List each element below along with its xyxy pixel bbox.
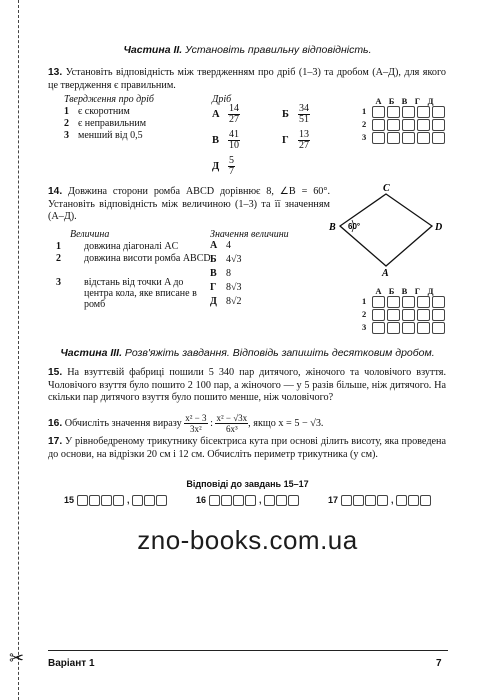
fraction-option — [212, 104, 240, 125]
grid-column-letter: А — [375, 286, 382, 296]
value-option — [210, 254, 242, 265]
q13-number: 13. — [48, 67, 63, 78]
fraction — [298, 104, 310, 125]
q13-grid-header — [362, 96, 447, 106]
digit-box[interactable] — [276, 495, 287, 506]
numerator: 34 — [299, 103, 309, 114]
option-letter: Д — [212, 160, 220, 172]
answer-checkbox[interactable] — [372, 132, 385, 144]
option-letter: Г — [210, 282, 217, 293]
digit-box[interactable] — [396, 495, 407, 506]
statement-number: 1 — [64, 106, 69, 117]
answer-checkbox[interactable] — [387, 106, 400, 118]
q14-col1-head: Величина — [70, 229, 110, 240]
q14-item-row — [56, 277, 214, 310]
q14-line1: Довжина сторони ромба ABCD дорівнює 8, ∠B = 60°. — [68, 186, 331, 197]
q14-answer-grid[interactable] — [362, 286, 447, 335]
answer-label: 15 — [64, 495, 75, 505]
answer-field-17 — [328, 495, 432, 506]
q17-number: 17. — [48, 436, 63, 447]
grid-column-letter: Д — [427, 96, 434, 106]
decimal-comma: , — [391, 495, 394, 505]
part3-heading — [0, 347, 495, 359]
answer-checkbox[interactable] — [402, 132, 415, 144]
option-value: 8√3 — [226, 282, 242, 293]
answer-field-16 — [196, 495, 300, 506]
digit-box[interactable] — [156, 495, 167, 506]
answer-checkbox[interactable] — [387, 309, 400, 321]
angle-label: 60° — [348, 222, 361, 231]
digit-box[interactable] — [245, 495, 256, 506]
q16-operator: : — [210, 417, 213, 429]
fraction-option — [212, 130, 240, 151]
vertex-b-label: B — [329, 222, 336, 233]
fraction-option — [282, 130, 310, 151]
page-number: 7 — [436, 658, 442, 669]
answer-checkbox[interactable] — [372, 322, 385, 334]
digit-box[interactable] — [353, 495, 364, 506]
item-number: 1 — [56, 241, 61, 252]
grid-row-number: 2 — [362, 309, 367, 319]
value-option — [210, 268, 231, 279]
part3-instruction: Розв'яжіть завдання. Відповідь запишіть десятковим дробом. — [122, 347, 435, 359]
statement-text: менший від 0,5 — [78, 130, 143, 141]
answer-checkbox[interactable] — [432, 119, 445, 131]
grid-column-letter: В — [401, 286, 408, 296]
digit-box[interactable] — [101, 495, 112, 506]
fraction-option — [282, 104, 310, 125]
answer-checkbox[interactable] — [417, 119, 430, 131]
q14-grid-row — [362, 296, 447, 309]
answer-label: 16 — [196, 495, 207, 505]
answer-checkbox[interactable] — [402, 296, 415, 308]
part2-instruction: Установіть правильну відповідність. — [182, 44, 372, 56]
q13-statement: Установіть відповідність між твердженням про дріб (1–3) та дробом (А–Д), для якого це твердження є правильним. — [48, 67, 447, 91]
answer-checkbox[interactable] — [372, 106, 385, 118]
denominator: 51 — [299, 114, 309, 125]
q17-text — [48, 436, 446, 461]
answer-label: 17 — [328, 495, 339, 505]
item-number: 2 — [56, 253, 61, 264]
option-value: 8 — [226, 268, 231, 279]
q16-post: , якщо x = 5 − √3. — [248, 417, 324, 429]
q14-col2-head: Значення величини — [210, 229, 289, 240]
digit-box[interactable] — [365, 495, 376, 506]
answer-checkbox[interactable] — [417, 106, 430, 118]
vertex-d-label: D — [435, 222, 443, 233]
option-letter: Д — [210, 296, 217, 307]
statement-text: є скоротним — [78, 106, 130, 117]
answer-checkbox[interactable] — [387, 322, 400, 334]
digit-box[interactable] — [420, 495, 431, 506]
q13-answer-grid[interactable] — [362, 96, 447, 145]
grid-row-number: 3 — [362, 322, 367, 332]
digit-box[interactable] — [113, 495, 124, 506]
q16-fraction-2: $\frac{\text{x² − √3x}}{\text{6x³}}$ — [216, 413, 248, 434]
q13-text — [48, 67, 446, 92]
numerator: 5 — [229, 155, 234, 166]
digit-box[interactable] — [233, 495, 244, 506]
item-number: 3 — [56, 277, 61, 288]
digit-box[interactable] — [89, 495, 100, 506]
q15-text — [48, 367, 446, 405]
answer-checkbox[interactable] — [387, 132, 400, 144]
vertex-c-label: C — [383, 183, 390, 194]
answer-field-15 — [64, 495, 168, 506]
answer-checkbox[interactable] — [417, 309, 430, 321]
statement-text: є неправильним — [78, 118, 147, 129]
answers-heading: Відповіді до завдань 15–17 — [186, 479, 309, 489]
answer-checkbox[interactable] — [402, 322, 415, 334]
q13-grid-row — [362, 106, 447, 119]
digit-box[interactable] — [209, 495, 220, 506]
option-letter: Б — [282, 108, 289, 120]
denominator: 27 — [229, 114, 239, 125]
grid-column-letter: Б — [388, 286, 395, 296]
answer-checkbox[interactable] — [432, 309, 445, 321]
option-letter: А — [212, 108, 220, 120]
q14-item-row — [56, 241, 214, 252]
q14-text — [48, 186, 330, 224]
scissors-icon: ✂ — [9, 648, 25, 668]
answer-checkbox[interactable] — [432, 296, 445, 308]
fraction — [228, 130, 240, 151]
answer-checkbox[interactable] — [417, 132, 430, 144]
digit-box[interactable] — [288, 495, 299, 506]
answer-checkbox[interactable] — [387, 296, 400, 308]
answer-checkbox[interactable] — [417, 296, 430, 308]
answer-checkbox[interactable] — [432, 132, 445, 144]
decimal-comma: , — [259, 495, 262, 505]
grid-column-letter: Б — [388, 96, 395, 106]
answer-checkbox[interactable] — [402, 119, 415, 131]
option-value: 8√2 — [226, 296, 242, 307]
statement-number: 2 — [64, 118, 69, 129]
footer-divider — [48, 650, 448, 651]
value-option — [210, 240, 231, 251]
q15-number: 15. — [48, 367, 63, 378]
answer-checkbox[interactable] — [417, 322, 430, 334]
item-text: довжина висоти ромба ABCD — [84, 253, 211, 264]
digit-box[interactable] — [408, 495, 419, 506]
fraction — [228, 156, 235, 177]
option-letter: В — [210, 268, 217, 279]
answer-checkbox[interactable] — [402, 106, 415, 118]
q14-grid-row — [362, 309, 447, 322]
answer-checkbox[interactable] — [387, 119, 400, 131]
q14-line2: Установіть відповідність між величиною (1–3) та її значенням (А–Д). — [48, 198, 330, 222]
digit-box[interactable] — [77, 495, 88, 506]
answer-checkbox[interactable] — [372, 119, 385, 131]
q14-item-row — [56, 253, 214, 264]
answer-checkbox[interactable] — [402, 309, 415, 321]
watermark: zno-books.com.ua — [137, 525, 358, 555]
digit-box[interactable] — [144, 495, 155, 506]
grid-column-letter: Д — [427, 286, 434, 296]
grid-row-number: 1 — [362, 296, 367, 306]
q13-statement-row — [64, 118, 146, 129]
value-option — [210, 282, 242, 293]
q14-number: 14. — [48, 186, 63, 197]
digit-box[interactable] — [341, 495, 352, 506]
digit-box[interactable] — [221, 495, 232, 506]
option-letter: Б — [210, 254, 217, 265]
answer-checkbox[interactable] — [432, 106, 445, 118]
item-text: довжина діагоналі AC — [84, 241, 179, 252]
q13-statement-row — [64, 130, 143, 141]
part3-label: Частина ІІІ. — [60, 347, 123, 359]
answer-checkbox[interactable] — [372, 309, 385, 321]
q17-statement: У рівнобедреному трикутнику бісектриса кута при основі ділить висоту, яка проведена до основи, на відрізки 20 см і 12 см. Обчисліть периметр трикутника (у см). — [48, 436, 447, 460]
grid-column-letter: Г — [414, 96, 421, 106]
footer-variant: Варіант 1 — [48, 658, 95, 669]
q13-col1-head: Твердження про дріб — [64, 94, 154, 105]
grid-column-letter: Г — [414, 286, 421, 296]
grid-column-letter: А — [375, 96, 382, 106]
q14-grid-header — [362, 286, 447, 296]
part2-heading — [0, 44, 495, 56]
answer-checkbox[interactable] — [372, 296, 385, 308]
vertex-a-label: A — [382, 268, 389, 278]
q14-grid-row — [362, 322, 447, 335]
option-letter: Г — [282, 134, 289, 146]
value-option — [210, 296, 242, 307]
fraction — [228, 104, 240, 125]
grid-row-number: 3 — [362, 132, 367, 142]
q16-pre: Обчисліть значення виразу — [64, 417, 182, 429]
statement-number: 3 — [64, 130, 69, 141]
grid-row-number: 2 — [362, 119, 367, 129]
digit-box[interactable] — [264, 495, 275, 506]
q15-statement: На взуттєвій фабриці пошили 5 340 пар дитячого, жіночого та чоловічого взуття. Чоловічого взуття було пошито 2 100 пар, а жіночого — у 5 разів більше, ніж дитячого. На скільки пар дитячого взуття було пошито менше, ніж чоловічого? — [48, 367, 446, 403]
option-letter: В — [212, 134, 220, 146]
numerator: 13 — [299, 129, 309, 140]
numerator: 14 — [229, 103, 239, 114]
grid-column-letter: В — [401, 96, 408, 106]
denominator: 10 — [229, 140, 239, 151]
digit-box[interactable] — [132, 495, 143, 506]
fraction-option — [212, 156, 235, 177]
option-letter: А — [210, 240, 218, 251]
grid-row-number: 1 — [362, 106, 367, 116]
denominator: 27 — [299, 140, 309, 151]
option-value: 4 — [226, 240, 231, 251]
q16-number: 16. — [48, 417, 63, 429]
q13-statement-row — [64, 106, 130, 117]
item-text: відстань від точки A до центра кола, яке вписане в ромб — [84, 277, 197, 310]
rhombus-figure — [326, 182, 446, 278]
digit-box[interactable] — [377, 495, 388, 506]
q13-grid-row — [362, 132, 447, 145]
option-value: 4√3 — [226, 254, 242, 265]
fraction — [298, 130, 310, 151]
q16-text — [48, 413, 446, 434]
q13-col2-head: Дріб — [212, 94, 232, 105]
q13-grid-row — [362, 119, 447, 132]
denominator: 7 — [229, 166, 234, 177]
part2-label: Частина ІІ. — [123, 44, 183, 56]
decimal-comma: , — [127, 495, 130, 505]
answer-checkbox[interactable] — [432, 322, 445, 334]
numerator: 41 — [229, 129, 239, 140]
q16-fraction-1: $\frac{\text{x² − 3}}{\text{3x²}}$ — [185, 413, 207, 434]
